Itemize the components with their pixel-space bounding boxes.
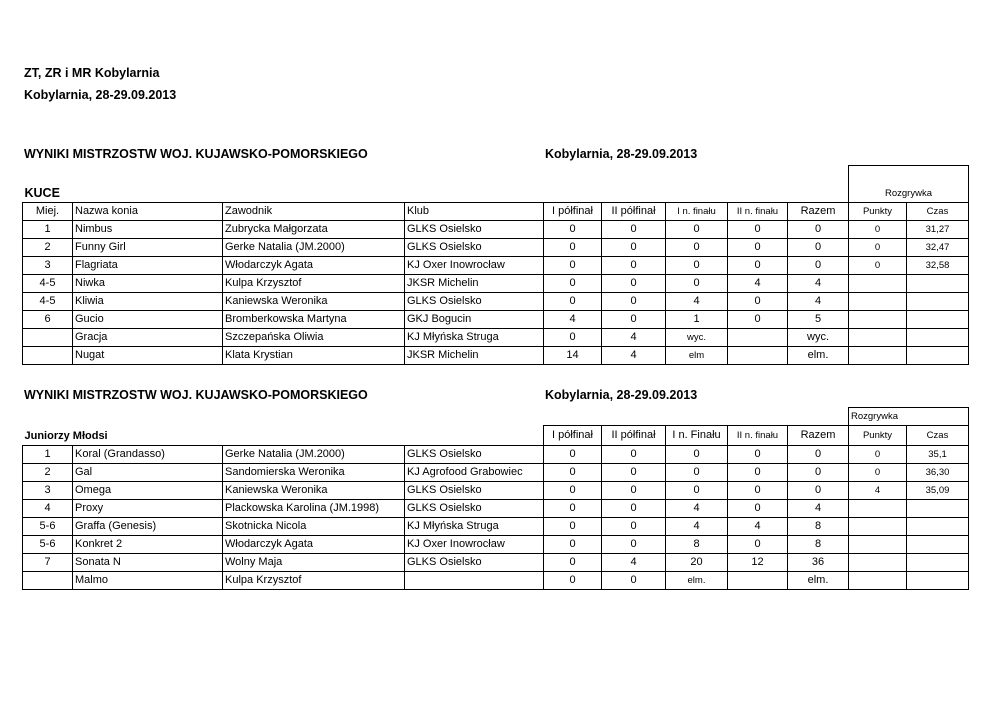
table-row [23, 518, 969, 536]
table-cell: 0 [544, 293, 602, 311]
table-cell: GKJ Bogucin [405, 311, 544, 329]
table-cell: Koral (Grandasso) [73, 446, 223, 464]
table-cell: 0 [544, 329, 602, 347]
section2-place-date: Kobylarnia, 28-29.09.2013 [545, 388, 698, 402]
table-cell [849, 329, 907, 347]
col-header: Zawodnik [223, 203, 405, 221]
table-cell: GLKS Osielsko [405, 221, 544, 239]
table-cell [849, 347, 907, 365]
table-cell: 0 [849, 221, 907, 239]
table-cell: 14 [544, 347, 602, 365]
table-cell [23, 572, 73, 590]
table-cell: 0 [728, 536, 788, 554]
table-cell: 0 [544, 554, 602, 572]
table-cell [23, 347, 73, 365]
table-header-row [23, 426, 969, 446]
table-cell [907, 347, 969, 365]
table-cell: 0 [544, 275, 602, 293]
table-cell: Kaniewska Weronika [223, 293, 405, 311]
table-cell: 1 [666, 311, 728, 329]
table-cell: 0 [849, 446, 907, 464]
table-cell: KJ Oxer Inowrocław [405, 536, 544, 554]
col-header: I n. Finału [666, 426, 728, 446]
table-row [23, 293, 969, 311]
table-cell: KJ Młyńska Struga [405, 518, 544, 536]
table-row [23, 572, 969, 590]
table-cell: 12 [728, 554, 788, 572]
table-row [23, 221, 969, 239]
table-row [23, 536, 969, 554]
table-cell: 0 [666, 482, 728, 500]
table-cell: 2 [23, 464, 73, 482]
table-cell: 4 [788, 275, 849, 293]
table-cell: 0 [788, 239, 849, 257]
table-cell: 0 [544, 572, 602, 590]
table-row [23, 500, 969, 518]
table-cell: 1 [23, 446, 73, 464]
table-cell: 1 [23, 221, 73, 239]
table-cell: 0 [728, 257, 788, 275]
table-cell: JKSR Michelin [405, 275, 544, 293]
table-cell [907, 536, 969, 554]
table-cell: 8 [788, 518, 849, 536]
table-cell [907, 275, 969, 293]
table-cell: elm. [666, 572, 728, 590]
table-cell: Włodarczyk Agata [223, 536, 405, 554]
table-cell: Gerke Natalia (JM.2000) [223, 239, 405, 257]
event-title: ZT, ZR i MR Kobylarnia [24, 66, 160, 80]
table-cell [907, 329, 969, 347]
table-cell: Zubrycka Małgorzata [223, 221, 405, 239]
table-cell: 0 [788, 257, 849, 275]
table-cell: Nimbus [73, 221, 223, 239]
col-header: Razem [788, 203, 849, 221]
jumpoff-label: Rozgrywka [849, 183, 969, 203]
table-cell: Gal [73, 464, 223, 482]
table-cell: Kulpa Krzysztof [223, 572, 405, 590]
table-cell: GLKS Osielsko [405, 500, 544, 518]
table-cell: Sandomierska Weronika [223, 464, 405, 482]
table-cell: 0 [728, 221, 788, 239]
table-cell: 0 [602, 275, 666, 293]
table-row [23, 239, 969, 257]
table-cell: 4 [849, 482, 907, 500]
table-cell: 3 [23, 482, 73, 500]
table-cell: Włodarczyk Agata [223, 257, 405, 275]
col-header: Miej. [23, 203, 73, 221]
table-cell [907, 554, 969, 572]
table-cell: 0 [788, 446, 849, 464]
col-header: I n. finału [666, 203, 728, 221]
table-cell: KJ Agrofood Grabowiec [405, 464, 544, 482]
table-cell: 0 [602, 572, 666, 590]
table-cell: 0 [849, 464, 907, 482]
table-cell: 4 [544, 311, 602, 329]
table-cell: 6 [23, 311, 73, 329]
jumpoff-label: Rozgrywka [849, 408, 969, 426]
table-cell: 5-6 [23, 536, 73, 554]
table-row [23, 554, 969, 572]
col-header: Czas [907, 426, 969, 446]
table-cell [907, 500, 969, 518]
col-header: II półfinał [602, 203, 666, 221]
table-cell: Flagriata [73, 257, 223, 275]
table-cell [907, 572, 969, 590]
table-cell: GLKS Osielsko [405, 554, 544, 572]
table-cell: Wolny Maja [223, 554, 405, 572]
table-row [23, 329, 969, 347]
table-cell: 0 [602, 464, 666, 482]
table-cell: 8 [788, 536, 849, 554]
table-cell: Konkret 2 [73, 536, 223, 554]
table-cell: 0 [544, 482, 602, 500]
table-cell [907, 311, 969, 329]
table-cell: 0 [728, 482, 788, 500]
juniorzy-rows [23, 446, 969, 590]
table-cell: 4 [666, 500, 728, 518]
table-cell: 4 [728, 275, 788, 293]
table-cell: KJ Młyńska Struga [405, 329, 544, 347]
table-cell: Gerke Natalia (JM.2000) [223, 446, 405, 464]
table-cell: wyc. [788, 329, 849, 347]
kuce-rows [23, 221, 969, 365]
table-cell: 7 [23, 554, 73, 572]
table-cell: Nugat [73, 347, 223, 365]
table-cell: GLKS Osielsko [405, 239, 544, 257]
table-cell: 0 [788, 482, 849, 500]
table-cell: 0 [544, 257, 602, 275]
table-cell [849, 275, 907, 293]
table-cell: 4 [602, 347, 666, 365]
table-cell: 4 [666, 293, 728, 311]
table-cell: 32,58 [907, 257, 969, 275]
table-cell: 0 [602, 518, 666, 536]
col-header: Nazwa konia [73, 203, 223, 221]
section2-heading: WYNIKI MISTRZOSTW WOJ. KUJAWSKO-POMORSKIEGO [24, 388, 368, 402]
table-cell [849, 572, 907, 590]
table-cell: 0 [544, 464, 602, 482]
table-row [23, 464, 969, 482]
table-cell: 0 [602, 536, 666, 554]
table-cell [728, 572, 788, 590]
table-cell: 4-5 [23, 293, 73, 311]
table-cell: 20 [666, 554, 728, 572]
table-cell: GLKS Osielsko [405, 293, 544, 311]
table-cell: 5 [788, 311, 849, 329]
table-row [23, 311, 969, 329]
table-row [23, 347, 969, 365]
table-cell: 0 [544, 221, 602, 239]
results-table-juniorzy [22, 407, 969, 590]
table-cell: 2 [23, 239, 73, 257]
table-cell: 8 [666, 536, 728, 554]
category-kuce: KUCE [24, 186, 60, 200]
col-header: Klub [405, 203, 544, 221]
table-cell [849, 500, 907, 518]
table-cell: Gracja [73, 329, 223, 347]
category-juniorzy: Juniorzy Młodsi [23, 426, 544, 446]
table-cell: Kulpa Krzysztof [223, 275, 405, 293]
table-header-row [23, 203, 969, 221]
results-table-kuce [22, 165, 969, 365]
table-cell: Szczepańska Oliwia [223, 329, 405, 347]
table-cell: 0 [602, 257, 666, 275]
col-header: II półfinał [602, 426, 666, 446]
table-cell: GLKS Osielsko [405, 446, 544, 464]
table-row [23, 446, 969, 464]
col-header: Czas [907, 203, 969, 221]
table-cell: 0 [602, 293, 666, 311]
table-cell: 4 [666, 518, 728, 536]
table-row [23, 482, 969, 500]
table-cell: JKSR Michelin [405, 347, 544, 365]
table-cell: 0 [788, 221, 849, 239]
table-cell: Malmo [73, 572, 223, 590]
table-cell: 31,27 [907, 221, 969, 239]
table-cell: 5-6 [23, 518, 73, 536]
table-cell: Proxy [73, 500, 223, 518]
table-cell: 0 [728, 311, 788, 329]
table-cell: 35,09 [907, 482, 969, 500]
table-cell: 0 [849, 239, 907, 257]
table-cell: 0 [728, 464, 788, 482]
table-cell: 0 [602, 482, 666, 500]
table-cell [728, 347, 788, 365]
table-cell: 36,30 [907, 464, 969, 482]
table-cell: Kaniewska Weronika [223, 482, 405, 500]
table-cell: 4 [23, 500, 73, 518]
table-cell: KJ Oxer Inowrocław [405, 257, 544, 275]
table-cell: 0 [602, 446, 666, 464]
table-cell: 4 [788, 500, 849, 518]
table-cell: Gucio [73, 311, 223, 329]
table-cell: 0 [728, 293, 788, 311]
table-cell: 0 [666, 464, 728, 482]
table-cell: elm. [788, 347, 849, 365]
table-cell: 0 [728, 239, 788, 257]
table-cell: Plackowska Karolina (JM.1998) [223, 500, 405, 518]
table-cell: 0 [728, 500, 788, 518]
table-cell: 4 [728, 518, 788, 536]
table-cell: Funny Girl [73, 239, 223, 257]
table-cell: Sonata N [73, 554, 223, 572]
table-cell: 3 [23, 257, 73, 275]
table-cell: 0 [788, 464, 849, 482]
table-cell: 0 [666, 239, 728, 257]
table-cell [849, 518, 907, 536]
table-cell: 4 [602, 329, 666, 347]
table-cell: 4 [788, 293, 849, 311]
section1-heading: WYNIKI MISTRZOSTW WOJ. KUJAWSKO-POMORSKIEGO [24, 147, 368, 161]
table-cell: 0 [544, 500, 602, 518]
table-cell: 0 [544, 536, 602, 554]
col-header: I półfinał [544, 203, 602, 221]
table-cell: Niwka [73, 275, 223, 293]
table-cell: 32,47 [907, 239, 969, 257]
table-cell [907, 518, 969, 536]
table-cell: 0 [602, 221, 666, 239]
table-cell: Omega [73, 482, 223, 500]
table-cell [23, 329, 73, 347]
table-cell [849, 293, 907, 311]
table-cell: 0 [544, 446, 602, 464]
table-cell [405, 572, 544, 590]
col-header: Punkty [849, 203, 907, 221]
table-cell: 0 [666, 221, 728, 239]
table-cell: 0 [849, 257, 907, 275]
table-cell: Kliwia [73, 293, 223, 311]
table-cell: Bromberkowska Martyna [223, 311, 405, 329]
table-cell [728, 329, 788, 347]
col-header: I półfinał [544, 426, 602, 446]
table-cell: elm [666, 347, 728, 365]
col-header: Razem [788, 426, 849, 446]
table-cell: wyc. [666, 329, 728, 347]
col-header: II n. finału [728, 426, 788, 446]
table-cell: Klata Krystian [223, 347, 405, 365]
col-header: Punkty [849, 426, 907, 446]
table-cell: 4 [602, 554, 666, 572]
table-cell: 0 [602, 311, 666, 329]
table-cell: 0 [602, 500, 666, 518]
table-cell: 0 [666, 446, 728, 464]
table-cell [849, 311, 907, 329]
table-cell: 0 [728, 446, 788, 464]
table-cell: 4-5 [23, 275, 73, 293]
section1-place-date: Kobylarnia, 28-29.09.2013 [545, 147, 698, 161]
table-row [23, 275, 969, 293]
table-cell [907, 293, 969, 311]
table-cell: GLKS Osielsko [405, 482, 544, 500]
table-row [23, 257, 969, 275]
event-date: Kobylarnia, 28-29.09.2013 [24, 88, 177, 102]
table-cell [849, 554, 907, 572]
table-cell: Graffa (Genesis) [73, 518, 223, 536]
table-cell [849, 536, 907, 554]
table-cell: 0 [544, 518, 602, 536]
table-cell: 0 [666, 257, 728, 275]
table-cell: 0 [666, 275, 728, 293]
table-cell: 35,1 [907, 446, 969, 464]
table-cell: 36 [788, 554, 849, 572]
table-cell: elm. [788, 572, 849, 590]
table-cell: 0 [544, 239, 602, 257]
table-cell: 0 [602, 239, 666, 257]
col-header: II n. finału [728, 203, 788, 221]
table-cell: Skotnicka Nicola [223, 518, 405, 536]
